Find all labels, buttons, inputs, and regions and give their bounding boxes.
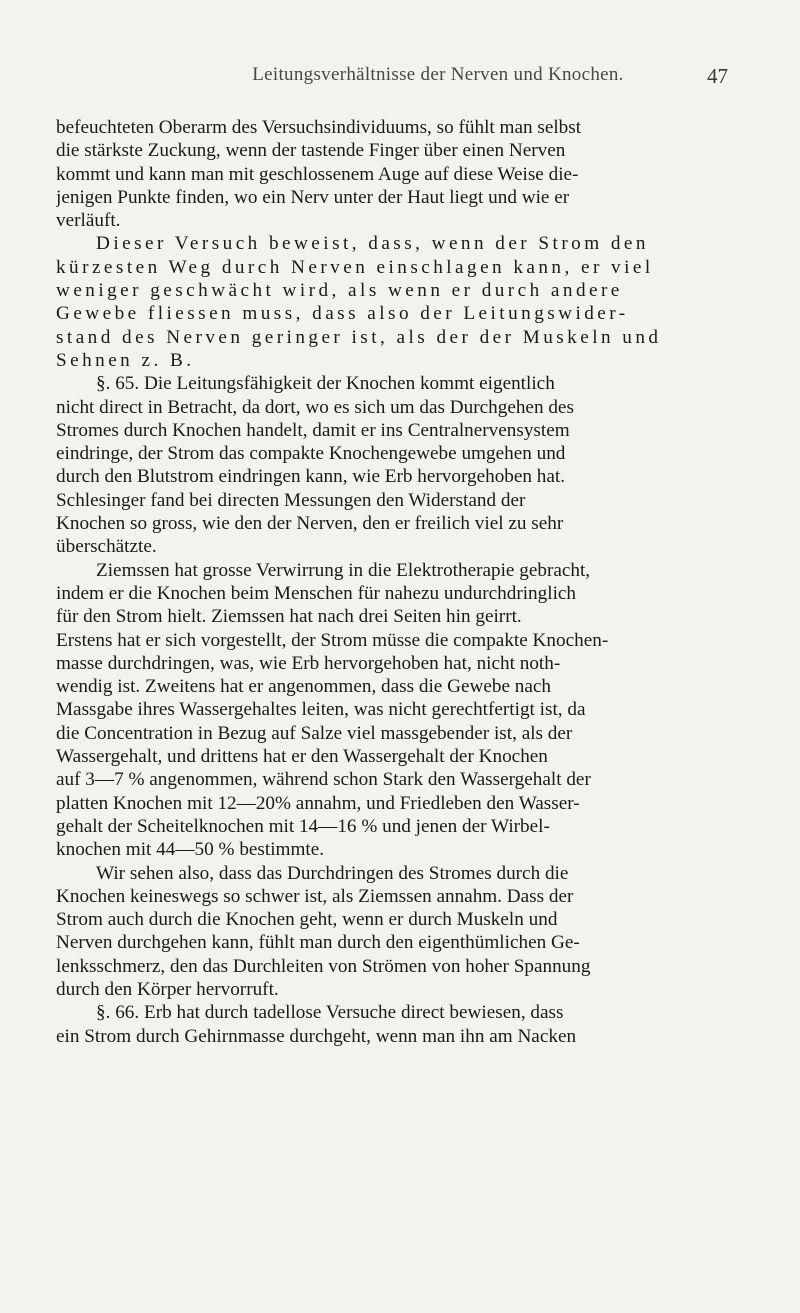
text-line: nicht direct in Betracht, da dort, wo es sich um das Durchgehen des: [56, 396, 574, 418]
text-line: kommt und kann man mit geschlossenem Auge auf diese Weise die-: [56, 163, 579, 185]
text-line: Strom auch durch die Knochen geht, wenn er durch Muskeln und: [56, 909, 558, 931]
text-line: Stromes durch Knochen handelt, damit er ins Centralnervensystem: [56, 419, 570, 441]
text-line: eindringe, der Strom das compakte Knochengewebe umgehen und: [56, 443, 566, 465]
text-line: Erstens hat er sich vorgestellt, der Strom müsse die compakte Knochen-: [56, 629, 609, 651]
page-number: 47: [707, 64, 728, 88]
running-header: [0, 64, 800, 94]
text-line: befeuchteten Oberarm des Versuchsindividuums, so fühlt man selbst: [56, 117, 582, 138]
text-line-emphasis: weniger geschwächt wird, als wenn er durch andere: [56, 280, 623, 302]
text-line: platten Knochen mit 12—20% annahm, und Friedleben den Wasser-: [56, 792, 580, 814]
running-head-title: Leitungsverhältnisse der Nerven und Knochen.: [252, 64, 624, 85]
text-line: auf 3—7 % angenommen, während schon Stark den Wassergehalt der: [56, 769, 591, 791]
text-line: masse durchdringen, was, wie Erb hervorgehoben hat, nicht noth-: [56, 652, 561, 674]
section-66-start: §. 66. Erb hat durch tadellose Versuche direct bewiesen, dass: [96, 1002, 564, 1024]
text-line-emphasis: kürzesten Weg durch Nerven einschlagen kann, er viel: [56, 256, 654, 278]
text-line-emphasis: Dieser Versuch beweist, dass, wenn der Strom den: [96, 233, 649, 255]
text-line: indem er die Knochen beim Menschen für nahezu undurchdringlich: [56, 582, 577, 604]
text-line: Knochen keineswegs so schwer ist, als Ziemssen annahm. Dass der: [56, 885, 574, 907]
text-line: Knochen so gross, wie den der Nerven, den er freilich viel zu sehr: [56, 513, 564, 535]
text-line: überschätzte.: [56, 536, 157, 558]
text-line: ein Strom durch Gehirnmasse durchgeht, wenn man ihn am Nacken: [56, 1025, 577, 1047]
text-line: die stärkste Zuckung, wenn der tastende Finger über einen Nerven: [56, 140, 566, 162]
section-65-start: §. 65. Die Leitungsfähigkeit der Knochen kommt eigentlich: [96, 373, 555, 395]
text-line-emphasis: stand des Nerven geringer ist, als der der Muskeln und: [56, 326, 662, 348]
body-text: [56, 116, 744, 1048]
text-line: die Concentration in Bezug auf Salze viel massgebender ist, als der: [56, 722, 573, 744]
text-line-emphasis: Gewebe fliessen muss, dass also der Leitungswider-: [56, 303, 629, 325]
paragraph-start: Ziemssen hat grosse Verwirrung in die Elektrotherapie gebracht,: [96, 559, 591, 581]
paragraph-start: Wir sehen also, dass das Durchdringen des Stromes durch die: [96, 862, 569, 884]
text-line: durch den Blutstrom eindringen kann, wie Erb hervorgehoben hat.: [56, 466, 566, 488]
text-line: durch den Körper hervorruft.: [56, 978, 279, 1000]
text-line: Nerven durchgehen kann, fühlt man durch den eigenthümlichen Ge-: [56, 932, 580, 954]
text-line: lenksschmerz, den das Durchleiten von Strömen von hoher Spannung: [56, 955, 591, 977]
text-line: für den Strom hielt. Ziemssen hat nach drei Seiten hin geirrt.: [56, 606, 522, 628]
text-line-emphasis: Sehnen z. B.: [56, 349, 195, 371]
text-line: Schlesinger fand bei directen Messungen den Widerstand der: [56, 489, 526, 511]
text-line: knochen mit 44—50 % bestimmte.: [56, 839, 325, 861]
text-line: gehalt der Scheitelknochen mit 14—16 % und jenen der Wirbel-: [56, 815, 550, 837]
text-line: Massgabe ihres Wassergehaltes leiten, was nicht gerechtfertigt ist, da: [56, 699, 586, 721]
text-line: wendig ist. Zweitens hat er angenommen, dass die Gewebe nach: [56, 676, 551, 698]
text-line: verläuft.: [56, 210, 121, 232]
text-line: Wassergehalt, und drittens hat er den Wassergehalt der Knochen: [56, 746, 548, 768]
text-line: jenigen Punkte finden, wo ein Nerv unter der Haut liegt und wie er: [56, 186, 570, 208]
